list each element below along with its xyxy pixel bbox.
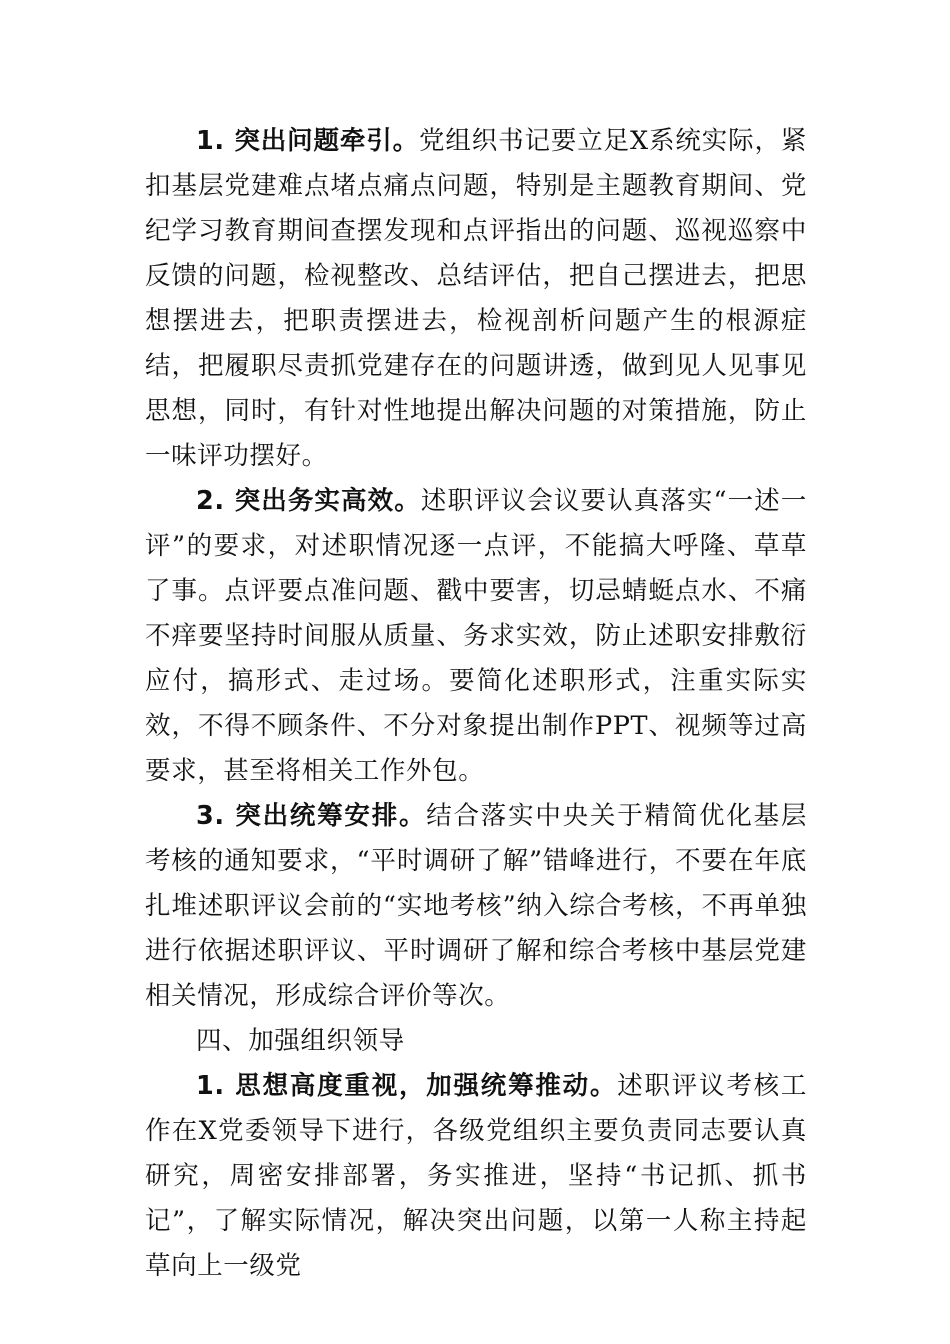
paragraph-body: 党组织书记要立足X系统实际，紧扣基层党建难点堵点痛点问题，特别是主题教育期间、党纪学习教育期间查摆发现和点评指出的问题、巡视巡察中反馈的问题，检视整改、总结评估，把自己摆进去，把思想摆进去，把职责摆进去，检视剖析问题产生的根源症结，把履职尽责抓党建存在的问题讲透，做到见人见事见思想，同时，有针对性地提出解决问题的对策措施，防止一味评功摆好。: [145, 126, 808, 471]
paragraph-practical-efficiency: [145, 479, 807, 794]
paragraph-overall-arrangement: [145, 794, 807, 1019]
paragraph-lead: 2. 突出务实高效。: [196, 486, 421, 516]
document-page: [145, 119, 807, 1289]
paragraph-body: 述职评议考核工作在X党委领导下进行，各级党组织主要负责同志要认真研究，周密安排部署，务实推进，坚持“书记抓、抓书记”，了解实际情况，解决突出问题，以第一人称主持起草向上一级党: [145, 1071, 807, 1281]
paragraph-body: 结合落实中央关于精简优化基层考核的通知要求，“平时调研了解”错峰进行，不要在年底扎堆述职评议会前的“实地考核”纳入综合考核，不再单独进行依据述职评议、平时调研了解和综合考核中基层党建相关情况，形成综合评价等次。: [145, 801, 807, 1011]
paragraph-problem-orientation: [145, 119, 807, 479]
paragraph-body: 述职评议会议要认真落实“一述一评”的要求，对述职情况逐一点评，不能搞大呼隆、草草了事。点评要点准问题、戳中要害，切忌蜻蜓点水、不痛不痒要坚持时间服从质量、务求实效，防止述职安排敷衍应付，搞形式、走过场。要简化述职形式，注重实际实效，不得不顾条件、不分对象提出制作PPT、视频等过高要求，甚至将相关工作外包。: [145, 486, 807, 786]
paragraph-lead: 1. 思想高度重视，加强统筹推动。: [196, 1071, 618, 1101]
paragraph-lead: 3. 突出统筹安排。: [196, 801, 427, 831]
paragraph-leadership: [145, 1064, 807, 1289]
section-heading: 四、加强组织领导: [196, 1026, 405, 1056]
paragraph-lead: 1. 突出问题牵引。: [196, 126, 420, 156]
